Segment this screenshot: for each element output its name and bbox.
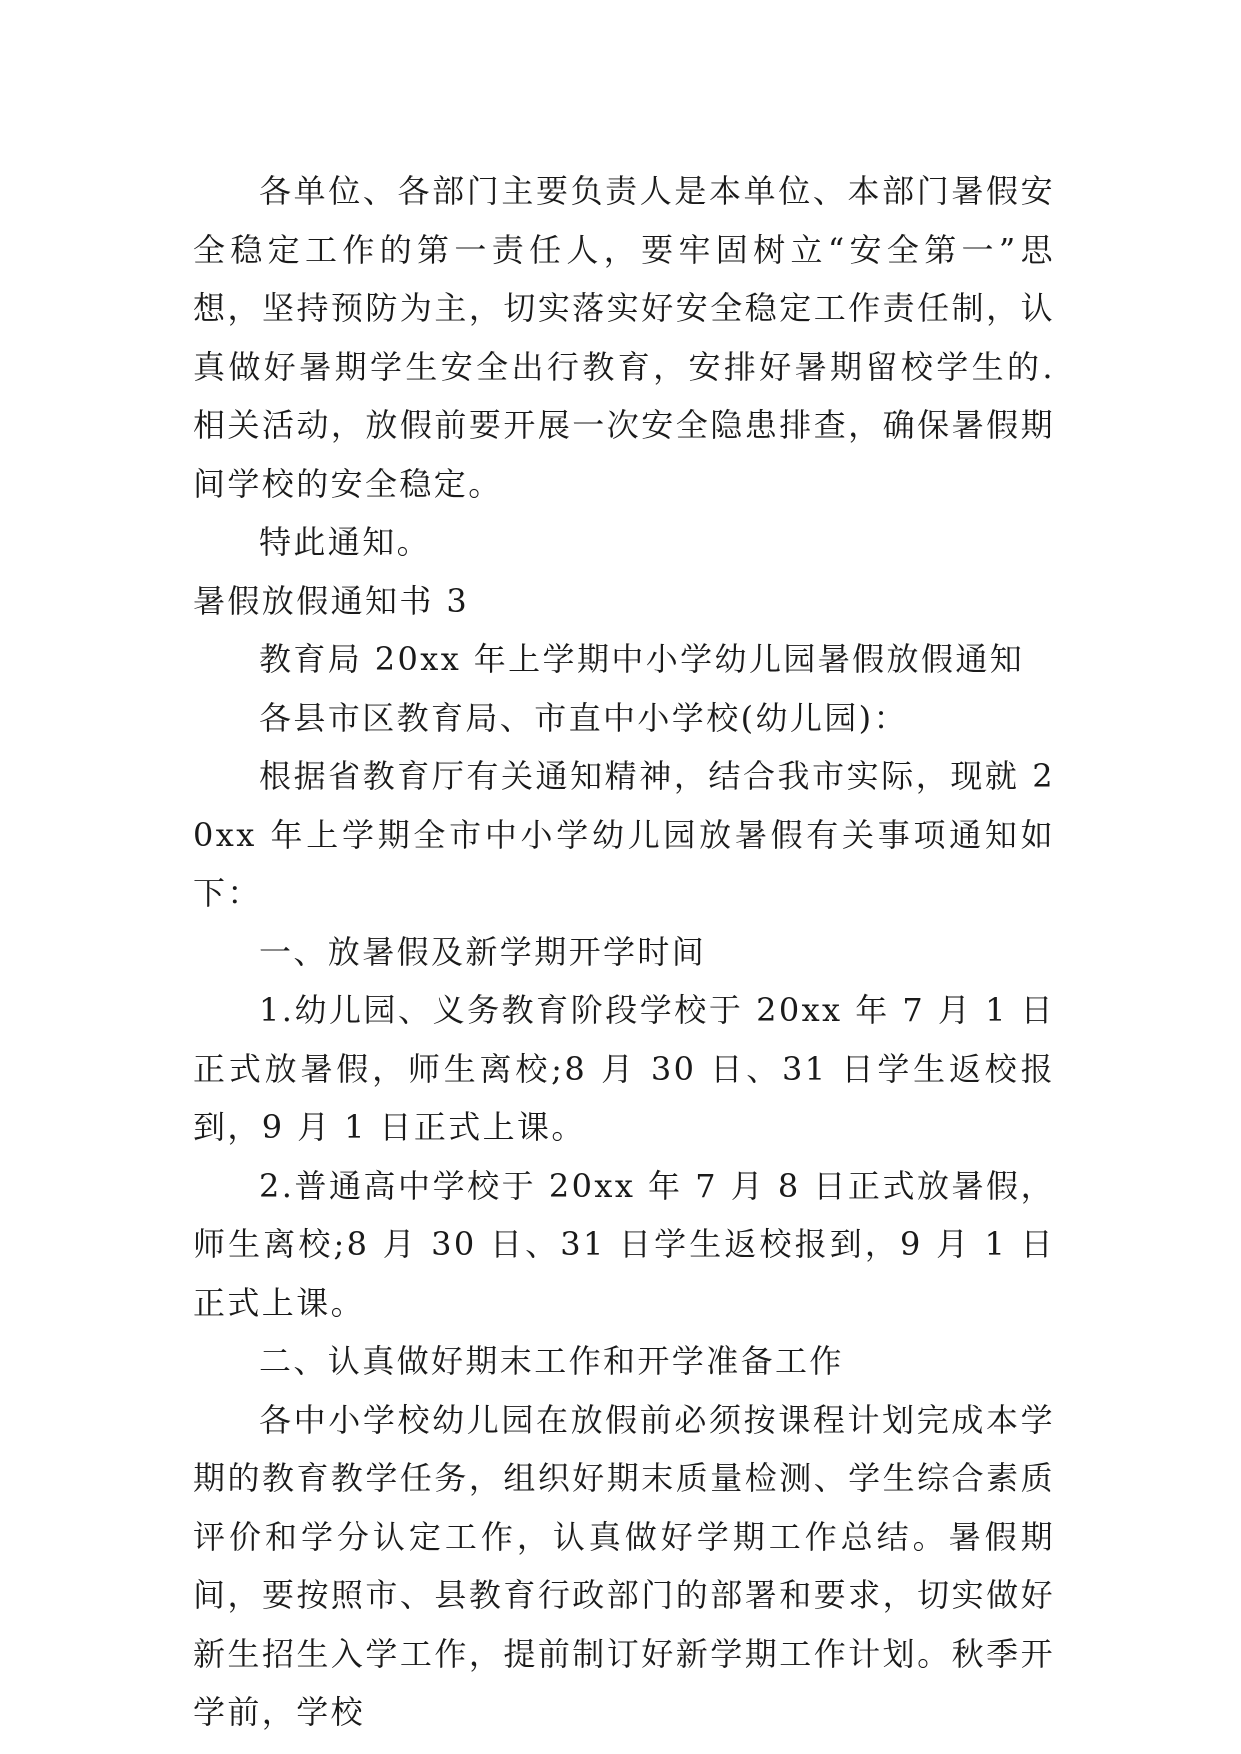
document-body [193,162,1055,1742]
paragraph-intro: 根据省教育厅有关通知精神，结合我市实际，现就 20xx 年上学期全市中小学幼儿园放暑假有关事项通知如下： [193,757,1055,912]
subheading-preparation: 二、认真做好期末工作和开学准备工作 [259,1342,844,1380]
paragraph-schedule-2: 2.普通高中学校于 20xx 年 7 月 8 日正式放暑假，师生离校;8 月 30 日、31 日学生返校报到，9 月 1 日正式上课。 [193,1166,1055,1322]
paragraph-notice-closing: 特此通知。 [259,523,432,561]
notice-recipients: 各县市区教育局、市直中小学校(幼儿园)： [259,698,908,737]
section-heading: 暑假放假通知书 3 [193,581,470,620]
paragraph-safety-responsibility: 各单位、各部门主要负责人是本单位、本部门暑假安全稳定工作的第一责任人，要牢固树立“安全第一”思想，坚持预防为主，切实落实好安全稳定工作责任制，认真做好暑期学生安全出行教育，安排好暑期留校学生的.相关活动，放假前要开展一次安全隐患排查，确保暑假期间学校的安全稳定。 [193,172,1055,503]
paragraph-schedule-1: 1.幼儿园、义务教育阶段学校于 20xx 年 7 月 1 日正式放暑假，师生离校;8 月 30 日、31 日学生返校报到，9 月 1 日正式上课。 [193,991,1055,1146]
notice-title: 教育局 20xx 年上学期中小学幼儿园暑假放假通知 [259,640,1025,678]
subheading-schedule: 一、放暑假及新学期开学时间 [259,932,707,971]
paragraph-preparation: 各中小学校幼儿园在放假前必须按课程计划完成本学期的教育教学任务，组织好期末质量检测、学生综合素质评价和学分认定工作，认真做好学期工作总结。暑假期间，要按照市、县教育行政部门的部署和要求，切实做好新生招生入学工作，提前制订好新学期工作计划。秋季开学前，学校 [193,1400,1055,1731]
